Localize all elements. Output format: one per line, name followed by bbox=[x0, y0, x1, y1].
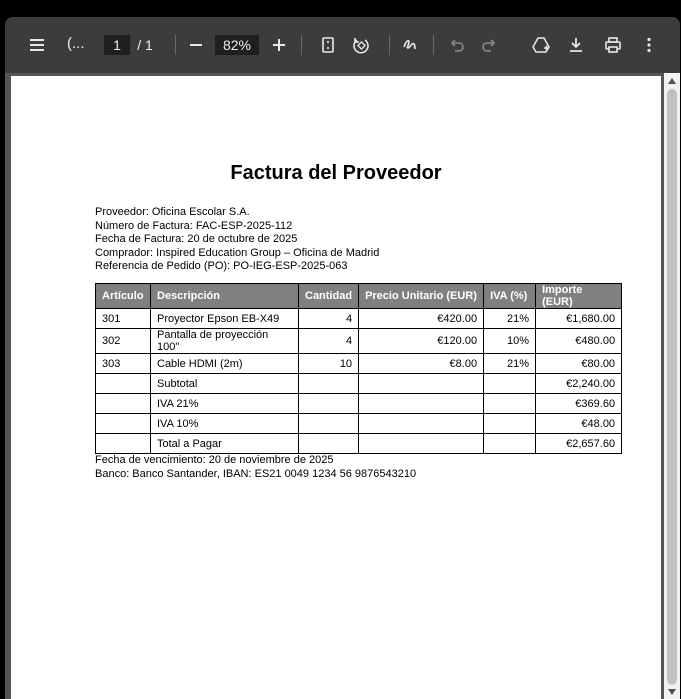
cell-article: 302 bbox=[96, 329, 151, 354]
invoice-info bbox=[95, 206, 379, 274]
page-total: / 1 bbox=[137, 37, 153, 53]
pdf-viewer-window bbox=[5, 17, 680, 699]
document-title-truncated: (... bbox=[67, 35, 85, 52]
cell-vat: 21% bbox=[484, 354, 536, 374]
table-row bbox=[96, 354, 622, 374]
document-viewport[interactable] bbox=[5, 73, 680, 699]
cell-amount: €369.60 bbox=[536, 394, 622, 414]
cell-vat bbox=[484, 414, 536, 434]
invoice-table bbox=[95, 283, 622, 454]
cell-amount: €1,680.00 bbox=[536, 309, 622, 329]
cell-unit-price bbox=[359, 434, 484, 454]
invoice-title: Factura del Proveedor bbox=[230, 162, 442, 184]
table-row-vat-10 bbox=[96, 414, 622, 434]
cell-description: Subtotal bbox=[151, 374, 299, 394]
cell-vat: 10% bbox=[484, 329, 536, 354]
cell-quantity: 4 bbox=[299, 309, 359, 329]
cell-vat bbox=[484, 394, 536, 414]
cell-description: Proyector Epson EB-X49 bbox=[151, 309, 299, 329]
col-header-unit-price: Precio Unitario (EUR) bbox=[359, 284, 484, 309]
bank-details: Banco: Banco Santander, IBAN: ES21 0049 1234 56 9876543210 bbox=[95, 467, 417, 480]
scrollbar-thumb[interactable] bbox=[667, 89, 677, 685]
page-number-input[interactable]: 1 bbox=[104, 35, 130, 55]
undo-icon[interactable] bbox=[443, 31, 471, 59]
table-row bbox=[96, 309, 622, 329]
cell-quantity bbox=[299, 434, 359, 454]
info-line-supplier: Proveedor: Oficina Escolar S.A. bbox=[95, 206, 250, 218]
cell-vat: 21% bbox=[484, 309, 536, 329]
fit-page-icon[interactable] bbox=[314, 31, 342, 59]
rotate-icon[interactable] bbox=[347, 31, 375, 59]
cell-description: IVA 10% bbox=[151, 414, 299, 434]
divider bbox=[433, 35, 434, 55]
cell-amount: €2,657.60 bbox=[536, 434, 622, 454]
divider bbox=[389, 35, 390, 55]
col-header-amount: Importe (EUR) bbox=[536, 284, 622, 309]
cell-unit-price bbox=[359, 374, 484, 394]
print-icon[interactable] bbox=[599, 31, 627, 59]
cell-amount: €80.00 bbox=[536, 354, 622, 374]
col-header-quantity: Cantidad bbox=[299, 284, 359, 309]
cell-quantity: 10 bbox=[299, 354, 359, 374]
cell-unit-price: €8.00 bbox=[359, 354, 484, 374]
menu-icon[interactable] bbox=[23, 31, 51, 59]
toolbar bbox=[5, 17, 680, 73]
cell-article: 303 bbox=[96, 354, 151, 374]
cell-unit-price: €120.00 bbox=[359, 329, 484, 354]
col-header-article: Artículo bbox=[96, 284, 151, 309]
scroll-down-arrow-icon[interactable] bbox=[668, 689, 676, 695]
cell-quantity bbox=[299, 414, 359, 434]
zoom-in-icon[interactable] bbox=[265, 31, 293, 59]
divider bbox=[175, 35, 176, 55]
cell-amount: €2,240.00 bbox=[536, 374, 622, 394]
drive-icon[interactable] bbox=[527, 31, 555, 59]
more-icon[interactable] bbox=[635, 31, 663, 59]
cell-vat bbox=[484, 374, 536, 394]
table-row-subtotal bbox=[96, 374, 622, 394]
invoice-footer bbox=[95, 454, 416, 481]
cell-amount: €480.00 bbox=[536, 329, 622, 354]
cell-amount: €48.00 bbox=[536, 414, 622, 434]
col-header-description: Descripción bbox=[151, 284, 299, 309]
table-row bbox=[96, 329, 622, 354]
cell-article bbox=[96, 434, 151, 454]
cell-article bbox=[96, 374, 151, 394]
cell-description: IVA 21% bbox=[151, 394, 299, 414]
cell-article bbox=[96, 394, 151, 414]
scroll-up-arrow-icon[interactable] bbox=[668, 78, 676, 84]
cell-quantity: 4 bbox=[299, 329, 359, 354]
cell-quantity bbox=[299, 374, 359, 394]
divider bbox=[301, 35, 302, 55]
cell-description: Cable HDMI (2m) bbox=[151, 354, 299, 374]
cell-article bbox=[96, 414, 151, 434]
annotate-icon[interactable] bbox=[397, 31, 425, 59]
zoom-out-icon[interactable] bbox=[182, 31, 210, 59]
col-header-vat: IVA (%) bbox=[484, 284, 536, 309]
info-line-po-reference: Referencia de Pedido (PO): PO-IEG-ESP-2025-063 bbox=[95, 260, 348, 272]
cell-article: 301 bbox=[96, 309, 151, 329]
cell-unit-price: €420.00 bbox=[359, 309, 484, 329]
info-line-buyer: Comprador: Inspired Education Group – Oficina de Madrid bbox=[95, 246, 380, 259]
info-line-invoice-number: Número de Factura: FAC-ESP-2025-112 bbox=[95, 219, 293, 232]
cell-unit-price bbox=[359, 394, 484, 414]
table-row-total bbox=[96, 434, 622, 454]
cell-description: Pantalla de proyección 100" bbox=[151, 329, 299, 354]
cell-vat bbox=[484, 434, 536, 454]
redo-icon[interactable] bbox=[475, 31, 503, 59]
zoom-level-input[interactable]: 82% bbox=[215, 35, 259, 55]
vertical-scrollbar[interactable] bbox=[664, 73, 680, 699]
info-line-invoice-date: Fecha de Factura: 20 de octubre de 2025 bbox=[95, 233, 298, 245]
cell-unit-price bbox=[359, 414, 484, 434]
download-icon[interactable] bbox=[562, 31, 590, 59]
due-date: Fecha de vencimiento: 20 de noviembre de 2025 bbox=[95, 454, 334, 466]
table-header-row bbox=[96, 284, 622, 309]
cell-quantity bbox=[299, 394, 359, 414]
pdf-page bbox=[11, 76, 661, 699]
cell-description: Total a Pagar bbox=[151, 434, 299, 454]
table-row-vat-21 bbox=[96, 394, 622, 414]
